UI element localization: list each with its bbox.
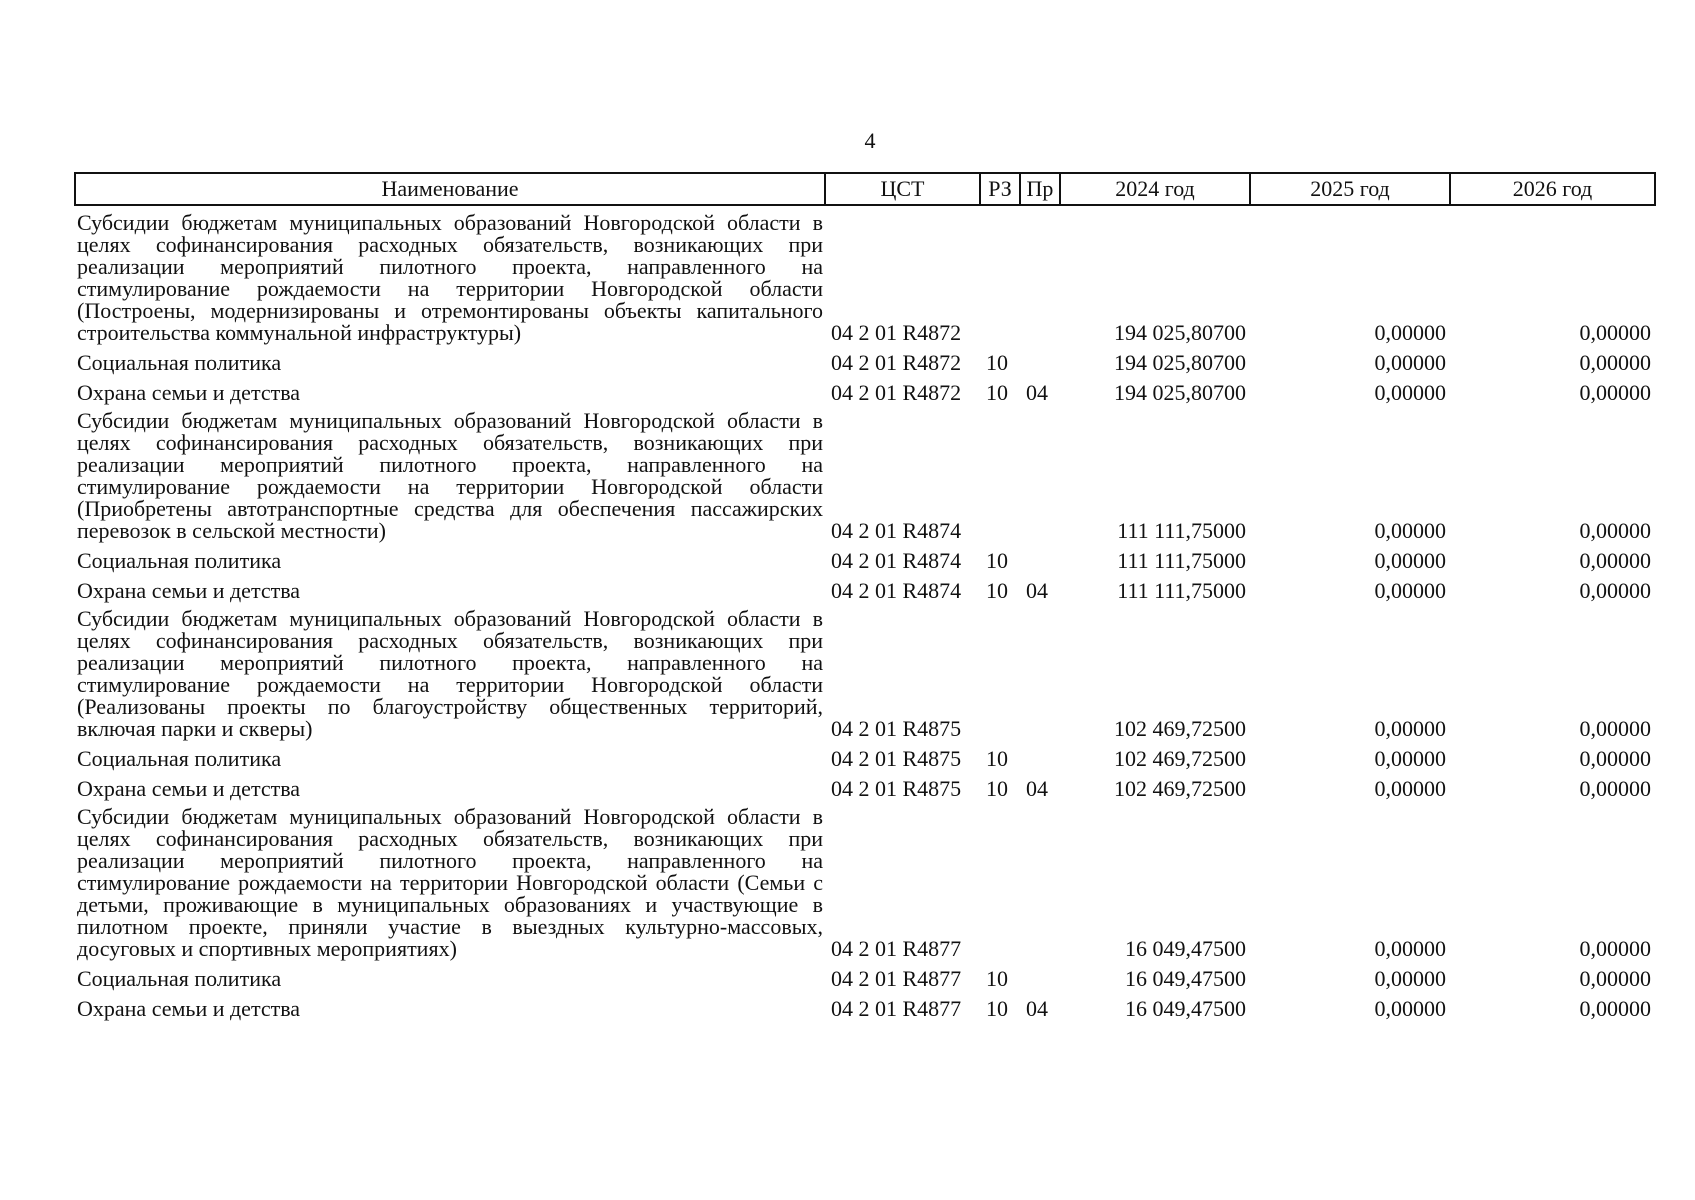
row-2025: 0,00000 (1374, 380, 1446, 405)
row-2024: 194 025,80700 (1114, 350, 1246, 375)
header-cst: ЦСТ (825, 173, 980, 205)
row-cst: 04 2 01 R4875 (831, 716, 962, 741)
row-2024: 194 025,80700 (1114, 380, 1246, 405)
row-pr (1020, 960, 1060, 990)
header-2024: 2024 год (1060, 173, 1250, 205)
row-2025: 0,00000 (1374, 350, 1446, 375)
row-2025: 0,00000 (1374, 518, 1446, 543)
table-row (75, 960, 1655, 990)
row-rz: 10 (986, 996, 1008, 1021)
row-name: Охрана семьи и детства (77, 776, 301, 801)
row-rz: 10 (986, 350, 1008, 375)
table-row (75, 205, 1655, 344)
row-cst: 04 2 01 R4877 (831, 936, 962, 961)
row-2026: 0,00000 (1579, 548, 1651, 573)
row-rz: 10 (986, 380, 1008, 405)
table-row (75, 800, 1655, 960)
row-name: Охрана семьи и детства (77, 996, 301, 1021)
row-rz (980, 800, 1020, 960)
table-row (75, 990, 1655, 1020)
row-2026: 0,00000 (1579, 320, 1651, 345)
row-cst: 04 2 01 R4875 (831, 776, 962, 801)
row-2026: 0,00000 (1579, 380, 1651, 405)
row-rz: 10 (986, 776, 1008, 801)
row-2026: 0,00000 (1579, 716, 1651, 741)
row-2024: 16 049,47500 (1125, 936, 1246, 961)
row-2026: 0,00000 (1579, 776, 1651, 801)
table-row (75, 770, 1655, 800)
row-pr: 04 (1026, 380, 1048, 405)
budget-table (74, 172, 1656, 1020)
row-pr (1020, 344, 1060, 374)
table-row (75, 374, 1655, 404)
header-rz: РЗ (980, 173, 1020, 205)
row-2024: 102 469,72500 (1114, 746, 1246, 771)
row-pr (1020, 800, 1060, 960)
row-2026: 0,00000 (1579, 746, 1651, 771)
row-2025: 0,00000 (1374, 716, 1446, 741)
row-rz (980, 404, 1020, 542)
row-2025: 0,00000 (1374, 578, 1446, 603)
row-pr (1020, 740, 1060, 770)
page-number: 4 (864, 128, 876, 153)
row-name: Социальная политика (77, 548, 282, 573)
table-row (75, 542, 1655, 572)
row-pr (1020, 542, 1060, 572)
row-cst: 04 2 01 R4877 (831, 966, 962, 991)
row-2024: 111 111,75000 (1117, 578, 1246, 603)
row-2025: 0,00000 (1374, 746, 1446, 771)
row-cst: 04 2 01 R4872 (831, 380, 962, 405)
row-pr: 04 (1026, 996, 1048, 1021)
table-body (75, 205, 1655, 1020)
row-2026: 0,00000 (1579, 966, 1651, 991)
row-2026: 0,00000 (1579, 518, 1651, 543)
table-row (75, 572, 1655, 602)
row-name: Социальная политика (77, 746, 282, 771)
row-pr (1020, 205, 1060, 344)
row-pr (1020, 602, 1060, 740)
row-cst: 04 2 01 R4874 (831, 548, 962, 573)
row-cst: 04 2 01 R4872 (831, 350, 962, 375)
row-name: Охрана семьи и детства (77, 578, 301, 603)
table-row (75, 740, 1655, 770)
row-2024: 102 469,72500 (1114, 776, 1246, 801)
row-2025: 0,00000 (1374, 996, 1446, 1021)
table-row (75, 404, 1655, 542)
row-name: Охрана семьи и детства (77, 380, 301, 405)
row-pr: 04 (1026, 578, 1048, 603)
header-name: Наименование (75, 173, 825, 205)
row-2025: 0,00000 (1374, 776, 1446, 801)
row-name: Субсидии бюджетам муниципальных образований Новгородской области в целях софинансирования расходных обязательств, возникающих при реализации мероприятий пилотного проекта, направленного на стимулирование рождаемости на территории Новгородской области (Семьи с детьми, проживающие в муниципальных образованиях и участвующие в пилотном проекте, приняли участие в выездных культурно-массовых, досуговых и спортивных мероприятиях) (77, 804, 823, 961)
row-pr (1020, 404, 1060, 542)
row-rz: 10 (986, 746, 1008, 771)
table-header-row (75, 173, 1655, 205)
row-2024: 16 049,47500 (1125, 966, 1246, 991)
table-row (75, 344, 1655, 374)
row-2024: 111 111,75000 (1117, 518, 1246, 543)
row-2024: 111 111,75000 (1117, 548, 1246, 573)
row-2025: 0,00000 (1374, 936, 1446, 961)
row-name: Социальная политика (77, 350, 282, 375)
row-2026: 0,00000 (1579, 350, 1651, 375)
row-rz (980, 205, 1020, 344)
row-2024: 102 469,72500 (1114, 716, 1246, 741)
row-cst: 04 2 01 R4875 (831, 746, 962, 771)
row-name: Субсидии бюджетам муниципальных образований Новгородской области в целях софинансирования расходных обязательств, возникающих при реализации мероприятий пилотного проекта, направленного на стимулирование рождаемости на территории Новгородской области (Построены, модернизированы и отремонтированы объекты капитального строительства коммунальной инфраструктуры) (77, 210, 823, 345)
row-2024: 194 025,80700 (1114, 320, 1246, 345)
row-2025: 0,00000 (1374, 320, 1446, 345)
row-rz: 10 (986, 548, 1008, 573)
row-2025: 0,00000 (1374, 548, 1446, 573)
row-2026: 0,00000 (1579, 936, 1651, 961)
row-2025: 0,00000 (1374, 966, 1446, 991)
row-cst: 04 2 01 R4874 (831, 518, 962, 543)
row-name: Субсидии бюджетам муниципальных образований Новгородской области в целях софинансирования расходных обязательств, возникающих при реализации мероприятий пилотного проекта, направленного на стимулирование рождаемости на территории Новгородской области (Реализованы проекты по благоустройству общественных территорий, включая парки и скверы) (77, 606, 823, 741)
header-2025: 2025 год (1250, 173, 1450, 205)
row-name: Социальная политика (77, 966, 282, 991)
row-name: Субсидии бюджетам муниципальных образований Новгородской области в целях софинансирования расходных обязательств, возникающих при реализации мероприятий пилотного проекта, направленного на стимулирование рождаемости на территории Новгородской области (Приобретены автотранспортные средства для обеспечения пассажирских перевозок в сельской местности) (77, 408, 823, 543)
row-2024: 16 049,47500 (1125, 996, 1246, 1021)
row-2026: 0,00000 (1579, 578, 1651, 603)
row-cst: 04 2 01 R4877 (831, 996, 962, 1021)
table-row (75, 602, 1655, 740)
row-rz (980, 602, 1020, 740)
row-pr: 04 (1026, 776, 1048, 801)
row-rz: 10 (986, 966, 1008, 991)
header-2026: 2026 год (1450, 173, 1655, 205)
row-rz: 10 (986, 578, 1008, 603)
row-cst: 04 2 01 R4872 (831, 320, 962, 345)
header-pr: Пр (1020, 173, 1060, 205)
row-cst: 04 2 01 R4874 (831, 578, 962, 603)
row-2026: 0,00000 (1579, 996, 1651, 1021)
